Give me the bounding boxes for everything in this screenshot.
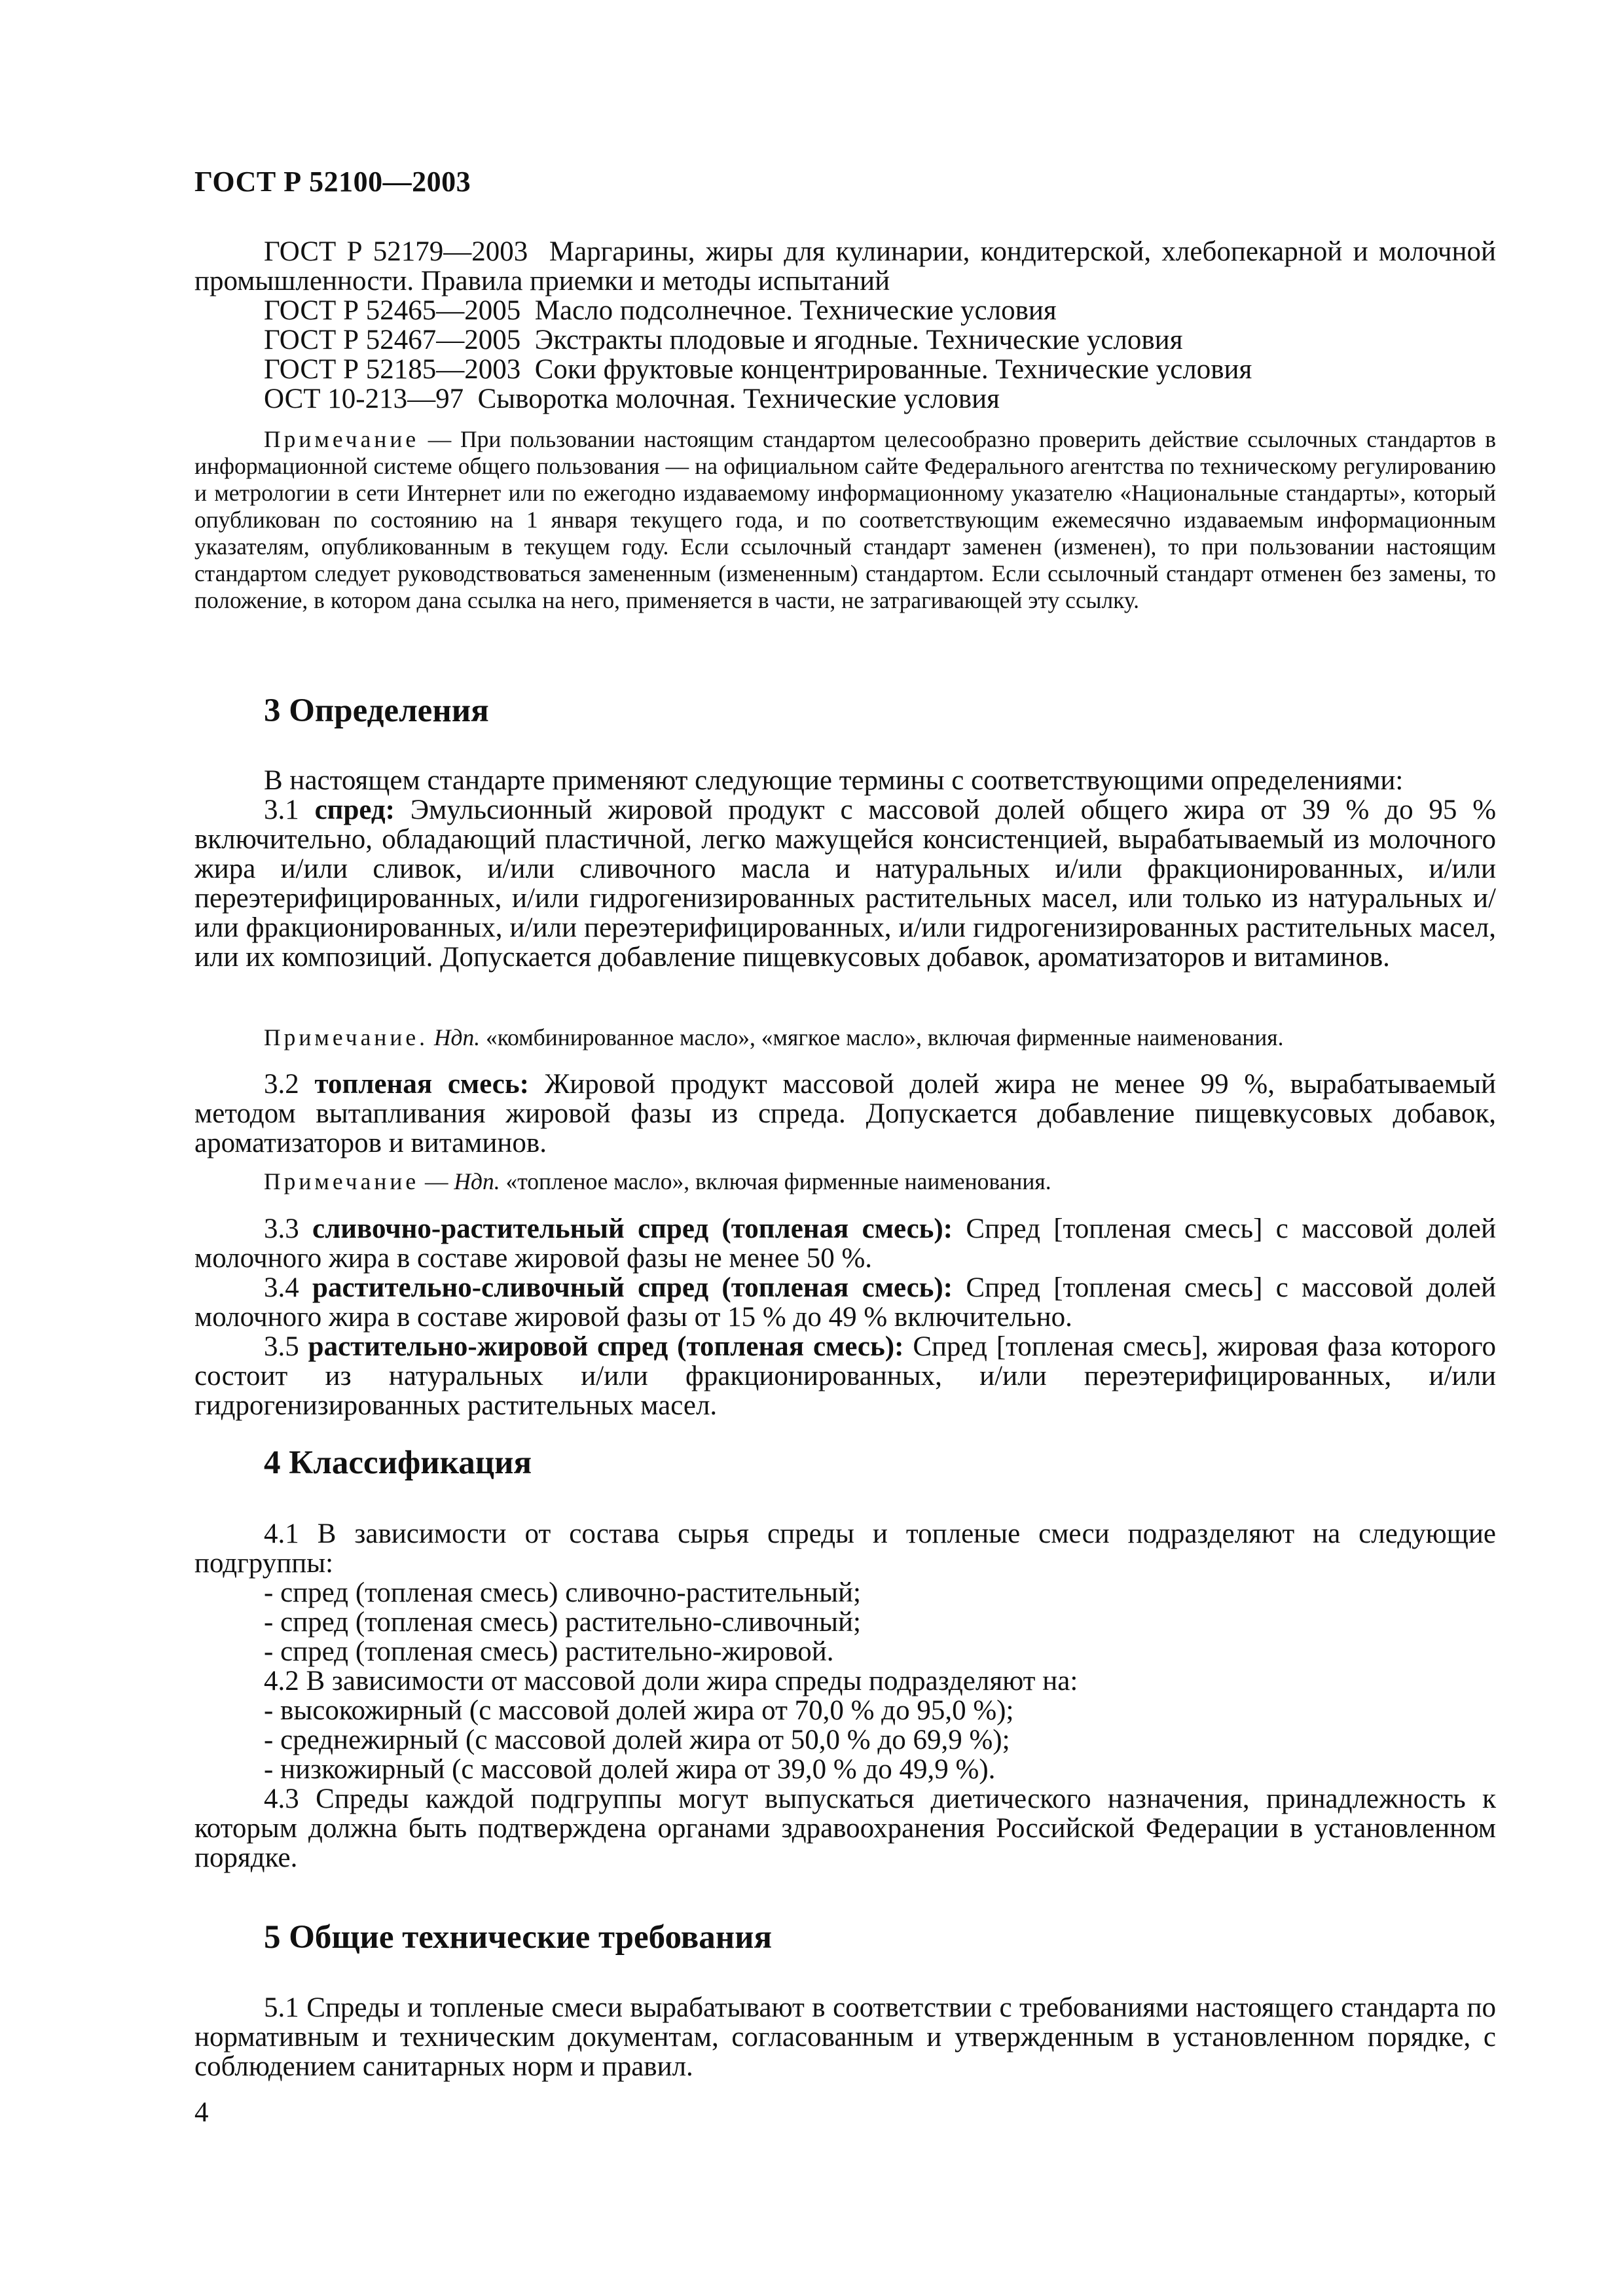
- section-title: 4 Классификация: [264, 1444, 532, 1481]
- list-item: - среднежирный (с массовой долей жира от 50,0 % до 69,9 %);: [264, 1725, 1010, 1755]
- paragraph-5-1: 5.1 Спреды и топленые смеси вырабатывают в соответствии с требованиями настоящего стандарта по нормативным и техническим документам, согласованным и утвержденным в установленном порядке, с соблюдением санитарных норм и правил.: [194, 1992, 1496, 2082]
- definitions-3-3-to-3-5: [194, 1214, 1496, 1420]
- paragraph-4-2: 4.2 В зависимости от массовой доли жира спреды подразделяют на:: [264, 1666, 1078, 1696]
- paragraph-4-3: 4.3 Спреды каждой подгруппы могут выпускаться диетического назначения, принадлежность к которым должна быть подтверждена органами здравоохранения Российской Федерации в установленном порядке.: [194, 1784, 1496, 1873]
- references-list: [194, 237, 1496, 414]
- section-3-body: [194, 766, 1496, 972]
- definition-note-1: Примечание. Ндп. «комбинированное масло», «мягкое масло», включая фирменные наименования.: [264, 1024, 1284, 1050]
- list-item: - низкожирный (с массовой долей жира от 39,0 % до 49,9 %).: [264, 1754, 996, 1785]
- definition-3-4: 3.4 растительно-сливочный спред (топленая смесь): Спред [топленая смесь] с массовой долей молочного жира в составе жировой фазы от 15 % до 49 % включительно.: [194, 1272, 1496, 1333]
- section-4: [194, 1443, 1496, 1482]
- section-5: [194, 1918, 1496, 1957]
- reference-item: ОСТ 10-213—97 Сыворотка молочная. Технические условия: [264, 384, 1000, 414]
- references-note: [194, 426, 1496, 614]
- section-title: 3 Определения: [264, 692, 489, 729]
- paragraph-4-1: 4.1 В зависимости от состава сырья спреды и топленые смеси подразделяют на следующие подгруппы:: [194, 1518, 1496, 1579]
- section-5-body: [194, 1993, 1496, 2081]
- document-header: ГОСТ Р 52100—2003: [194, 166, 471, 198]
- list-item: - спред (топленая смесь) растительно-жировой.: [264, 1636, 834, 1667]
- definition-3-1: 3.1 спред: Эмульсионный жировой продукт с массовой долей общего жира от 39 % до 95 % включительно, обладающий пластичной, легко мажущейся консистенцией, вырабатываемый из молочного жира и/или сливок, и/или сливочного масла и натуральных и/или фракционированных, и/или переэтерифицированных, и/или гидрогенизированных растительных масел, или только из натуральных и/или фракционированных, и/или переэтерифицированных, и/или гидрогенизированных растительных масел, или их композиций. Допускается добавление пищевкусовых добавок, ароматизаторов и витаминов.: [194, 795, 1497, 973]
- section-intro: В настоящем стандарте применяют следующие термины с соответствующими определениями:: [264, 765, 1404, 796]
- section-4-body: [194, 1519, 1496, 1873]
- definition-note-2: Примечание — Ндп. «топленое масло», включая фирменные наименования.: [264, 1168, 1051, 1194]
- list-item: - спред (топленая смесь) растительно-сливочный;: [264, 1607, 861, 1638]
- page-number: 4: [194, 2097, 209, 2128]
- reference-item: ГОСТ Р 52185—2003 Соки фруктовые концентрированные. Технические условия: [264, 354, 1252, 385]
- reference-item: ГОСТ Р 52467—2005 Экстракты плодовые и ягодные. Технические условия: [264, 325, 1183, 355]
- section-title: 5 Общие технические требования: [264, 1919, 773, 1956]
- definition-3-3: 3.3 сливочно-растительный спред (топленая смесь): Спред [топленая смесь] с массовой долей молочного жира в составе жировой фазы не менее 50 %.: [194, 1213, 1496, 1274]
- list-item: - высокожирный (с массовой долей жира от 70,0 % до 95,0 %);: [264, 1695, 1014, 1726]
- note-label: Примечание: [264, 426, 420, 452]
- definition-3-5: 3.5 растительно-жировой спред (топленая смесь): Спред [топленая смесь], жировая фаза которого состоит из натуральных и/или фракционированных, и/или переэтерифицированных, и/или гидрогенизированных растительных масел.: [194, 1331, 1496, 1421]
- reference-item: ГОСТ Р 52465—2005 Масло подсолнечное. Технические условия: [264, 295, 1057, 326]
- reference-item: ГОСТ Р 52179—2003 Маргарины, жиры для кулинарии, кондитерской, хлебопекарной и молочной промышленности. Правила приемки и методы испытаний: [194, 236, 1496, 296]
- definition-3-2: 3.2 топленая смесь: Жировой продукт массовой долей жира не менее 99 %, вырабатываемый методом вытапливания жировой фазы из спреда. Допускается добавление пищевкусовых добавок, ароматизаторов и витаминов.: [194, 1069, 1497, 1158]
- note-text: — При пользовании настоящим стандартом целесообразно проверить действие ссылочных стандартов в информационной системе общего пользования — на официальном сайте Федерального агентства по техническому регулированию и метрологии в сети Интернет или по ежегодно издаваемому информационному указателю «Национальные стандарты», который опубликован по состоянию на 1 января текущего года, и по соответствующим ежемесячно издаваемым информационным указателям, опубликованным в текущем году. Если ссылочный стандарт заменен (изменен), то при пользовании настоящим стандартом следует руководствоваться замененным (измененным) стандартом. Если ссылочный стандарт отменен без замены, то положение, в котором дана ссылка на него, применяется в части, не затрагивающей эту ссылку.: [194, 426, 1496, 613]
- section-3: [194, 691, 1496, 730]
- list-item: - спред (топленая смесь) сливочно-растительный;: [264, 1577, 861, 1608]
- definition-3-2-block: [194, 1069, 1496, 1158]
